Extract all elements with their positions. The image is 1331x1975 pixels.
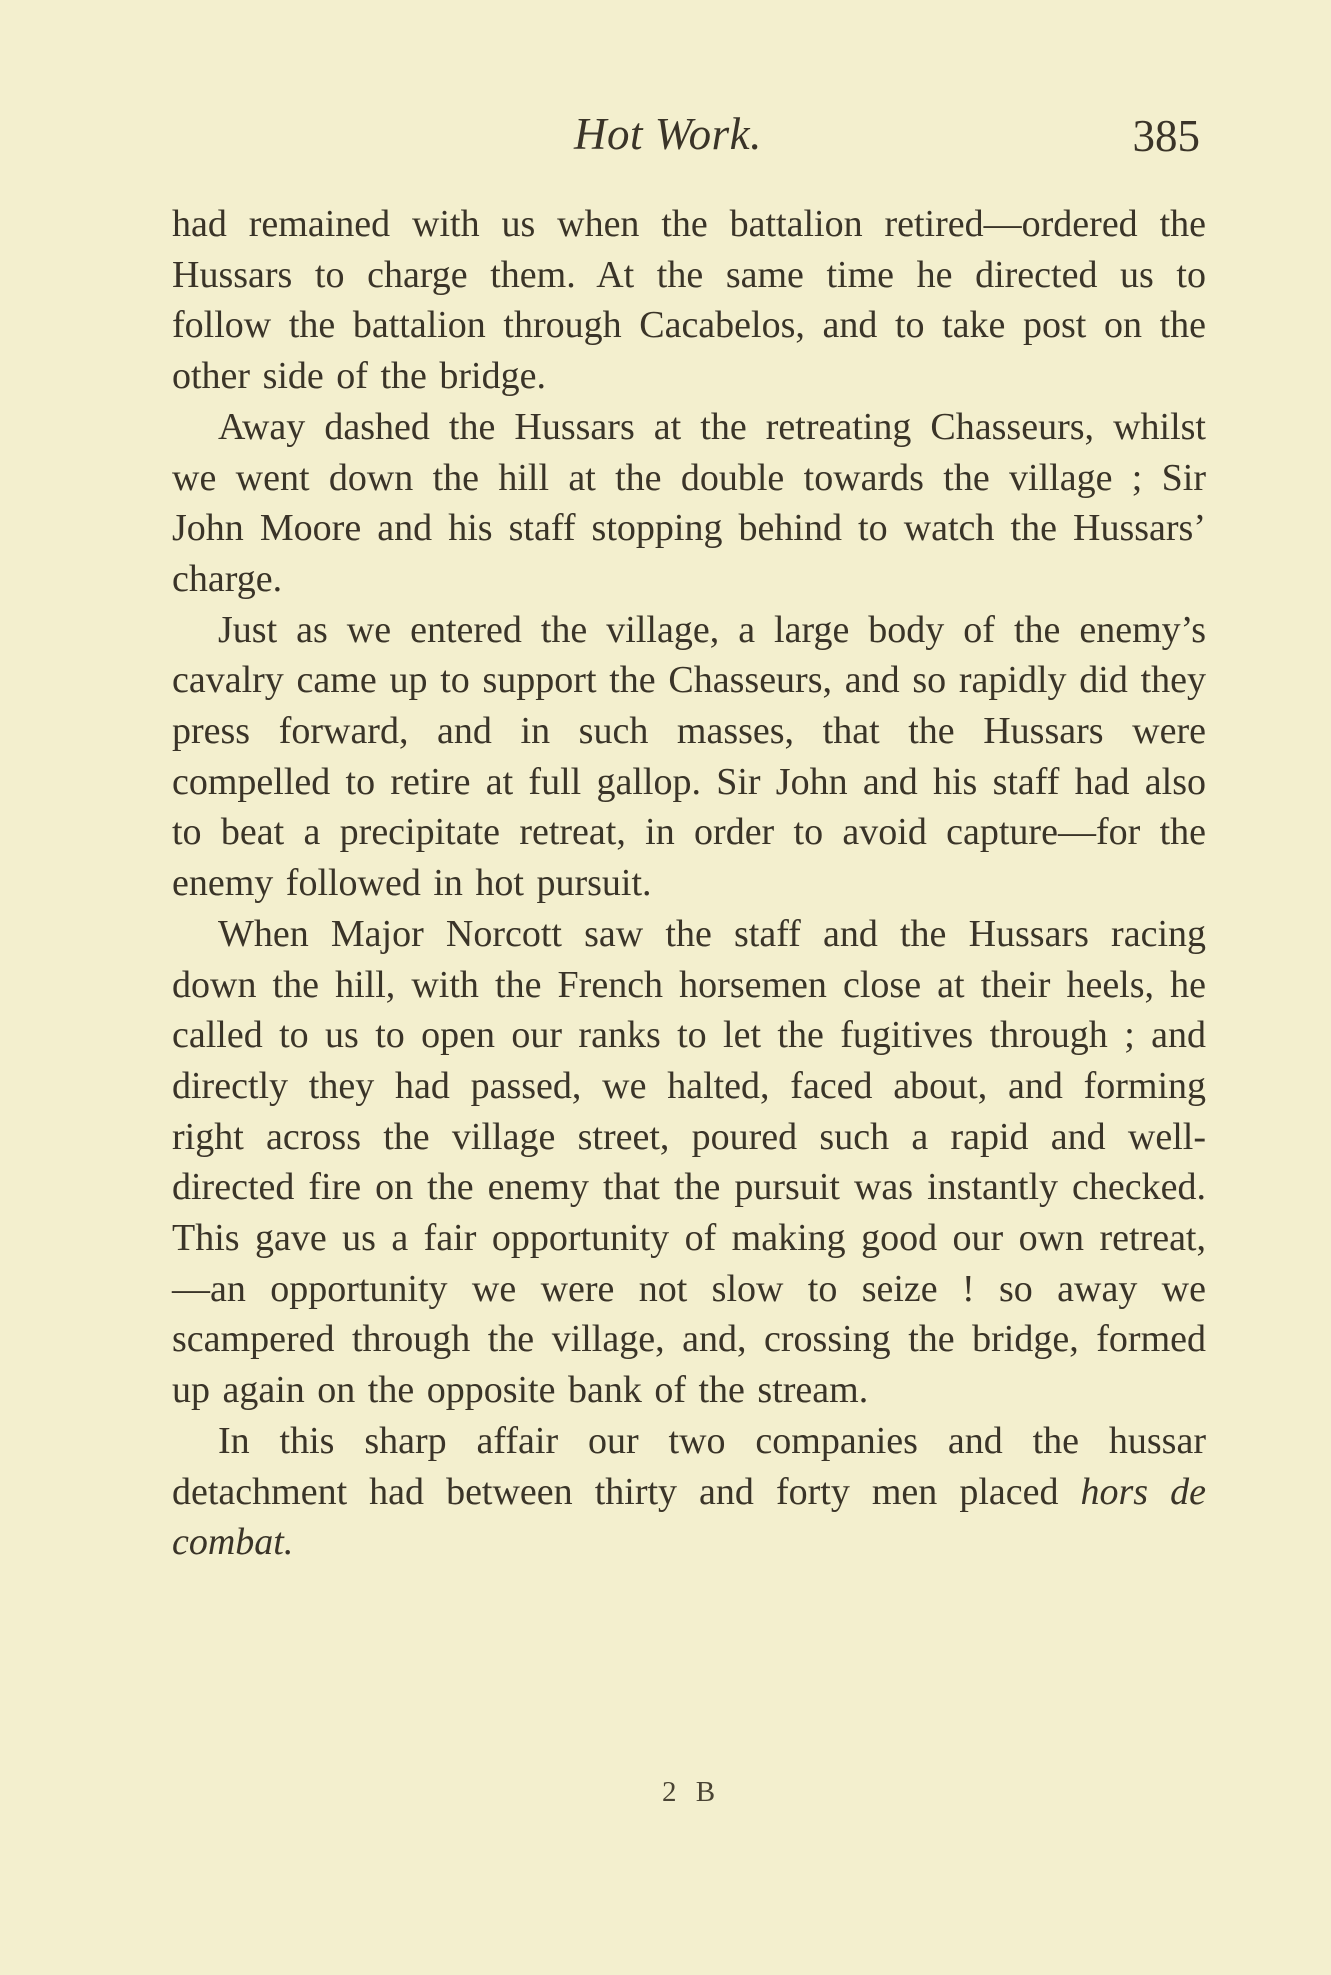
paragraph-3: Just as we entered the village, a large body of the enemy’s cavalry came up to support the Chasseurs, and so rapidly did they press forward, and in such masses, that the Hussars were compelled to retire at full gallop. Sir John and his staff had also to beat a precipitate retreat, in order to avoid capture—for the enemy followed in hot pursuit. bbox=[172, 608, 1206, 905]
body-text bbox=[172, 199, 1206, 1568]
paragraph-5-italic: hors de combat. bbox=[172, 1470, 1206, 1564]
paragraph-2: Away dashed the Hussars at the retreating Chasseurs, whilst we went down the hill at the double towards the village ; Sir John Moore and his staff stopping behind to watch the Hussars’ charge. bbox=[172, 405, 1206, 600]
running-head bbox=[172, 108, 1212, 168]
page-number: 385 bbox=[1132, 111, 1200, 161]
paragraph-4: When Major Norcott saw the staff and the Hussars racing down the hill, with the French horsemen close at their heels, he called to us to open our ranks to let the fugitives through ; and directly they had passed, we halted, faced about, and forming right across the village street, poured such a rapid and well-directed fire on the enemy that the pursuit was instantly checked. This gave us a fair opportunity of making good our own retreat,—an opportunity we were not slow to seize ! so away we scampered through the village, and, crossing the bridge, formed up again on the opposite bank of the stream. bbox=[172, 912, 1206, 1412]
paragraph-1: had remained with us when the battalion retired—ordered the Hussars to charge them. At the same time he directed us to follow the battalion through Cacabelos, and to take post on the other side of the bridge. bbox=[172, 203, 1206, 398]
signature-mark: 2 B bbox=[662, 1776, 722, 1808]
paragraph-5 bbox=[172, 1416, 1206, 1568]
paragraph-5-text: In this sharp affair our two companies and the hussar detachment had between thirty and forty men placed bbox=[172, 1419, 1206, 1513]
running-title: Hot Work. bbox=[574, 109, 762, 159]
